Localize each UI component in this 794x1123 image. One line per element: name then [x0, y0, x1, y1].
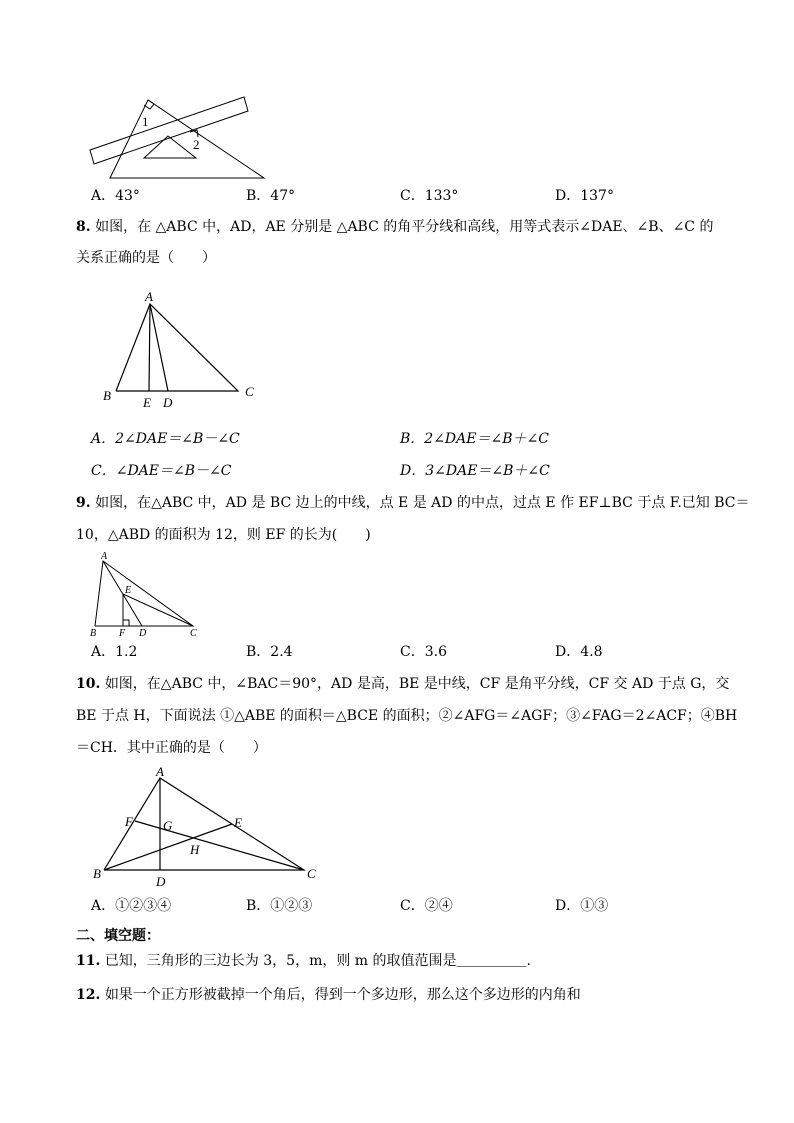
- q9-number: 9.: [76, 495, 91, 511]
- q9-option-a[interactable]: A．1.2: [91, 644, 138, 660]
- q8-label-e: E: [143, 395, 151, 408]
- q7-option-b[interactable]: B．47°: [246, 188, 296, 204]
- q7-option-c[interactable]: C．133°: [400, 188, 459, 204]
- q10-text-1: 如图，在△ABC 中，∠BAC＝90°，AD 是高，BE 是中线，CF 是角平分线，CF 交 AD 于点 G，交: [104, 676, 730, 692]
- q11-text: 已知，三角形的三边长为 3，5，m，则 m 的取值范围是＿＿＿＿＿．: [104, 953, 541, 969]
- q7-option-a[interactable]: A．43°: [91, 188, 140, 204]
- q10-number: 10.: [76, 676, 101, 692]
- q9-stem-line1: [76, 494, 750, 512]
- q7-label-1: 1: [142, 114, 149, 129]
- q10-option-d[interactable]: D．①③: [555, 898, 609, 914]
- q8-stem-line1: [76, 218, 713, 236]
- q9-option-d[interactable]: D．4.8: [555, 644, 603, 660]
- q10-label-a: A: [156, 764, 164, 779]
- q10-option-b[interactable]: B．①②③: [246, 898, 313, 914]
- q10-stem-line1: [76, 675, 729, 693]
- q9-figure: [86, 550, 206, 638]
- q10-stem-line3: ＝CH．其中正确的是（ ）: [76, 740, 267, 756]
- section-fill-in-title: 二、填空题：: [76, 928, 160, 944]
- q10-label-c: C: [307, 866, 316, 881]
- q7-small-triangle: [144, 136, 196, 158]
- q8-stem-line2: 关系正确的是（ ）: [76, 250, 216, 266]
- q9-label-a: A: [101, 551, 108, 562]
- q10-stem-line2: BE 于点 H，下面说法 ①△ABE 的面积＝△BCE 的面积；②∠AFG＝∠AGF；③∠FAG＝2∠ACF；④BH: [76, 708, 738, 724]
- q12-text: 如果一个正方形被截掉一个角后，得到一个多边形，那么这个多边形的内角和: [104, 987, 581, 1003]
- q8-label-d: D: [163, 395, 173, 408]
- q9-label-e: E: [125, 585, 132, 596]
- q10-label-h: H: [190, 842, 200, 857]
- q9-text-1: 如图，在△ABC 中，AD 是 BC 边上的中线，点 E 是 AD 的中点，过点 E 作 EF⊥BC 于点 F.已知 BC＝: [95, 495, 750, 511]
- q8-option-a[interactable]: A．2∠DAE＝∠B－∠C: [91, 431, 240, 447]
- q8-option-b[interactable]: B．2∠DAE＝∠B＋∠C: [400, 431, 549, 447]
- q9-option-b[interactable]: B．2.4: [246, 644, 293, 660]
- q7-option-d[interactable]: D．137°: [555, 188, 614, 204]
- q8-number: 8.: [76, 219, 91, 235]
- q7-label-2: 2: [193, 137, 200, 152]
- q9-label-b: B: [90, 628, 97, 638]
- q12-number: 12.: [76, 987, 101, 1003]
- q8-text-1: 如图，在 △ABC 中，AD，AE 分别是 △ABC 的角平分线和高线，用等式表示∠DAE、∠B、∠C 的: [95, 219, 714, 235]
- q8-label-b: B: [103, 388, 111, 403]
- q7-big-triangle: [110, 100, 264, 178]
- q9-label-d: D: [139, 628, 147, 638]
- q11-stem: [76, 952, 541, 970]
- q8-label-a: A: [145, 289, 153, 304]
- q9-option-c[interactable]: C．3.6: [400, 644, 447, 660]
- q12-stem: [76, 986, 581, 1004]
- q8-option-d[interactable]: D．3∠DAE＝∠B＋∠C: [400, 463, 550, 479]
- q9-stem-line2: 10，△ABD 的面积为 12，则 EF 的长为( ): [76, 527, 371, 543]
- q10-figure: [90, 764, 326, 888]
- q10-label-b: B: [93, 866, 101, 881]
- q10-label-g: G: [163, 818, 173, 833]
- q7-ruler: [90, 97, 248, 164]
- q8-label-c: C: [245, 384, 254, 399]
- q7-figure: [86, 92, 286, 184]
- q10-option-c[interactable]: C．②④: [400, 898, 453, 914]
- q9-label-f: F: [119, 628, 126, 638]
- q11-number: 11.: [76, 953, 101, 969]
- q9-label-c: C: [190, 628, 197, 638]
- q10-label-d: D: [156, 874, 166, 888]
- q10-label-f: F: [125, 814, 133, 829]
- q8-option-c[interactable]: C．∠DAE＝∠B－∠C: [91, 463, 232, 479]
- q10-option-a[interactable]: A．①②③④: [91, 898, 172, 914]
- q10-label-e: E: [234, 815, 242, 830]
- q8-figure: [98, 286, 270, 408]
